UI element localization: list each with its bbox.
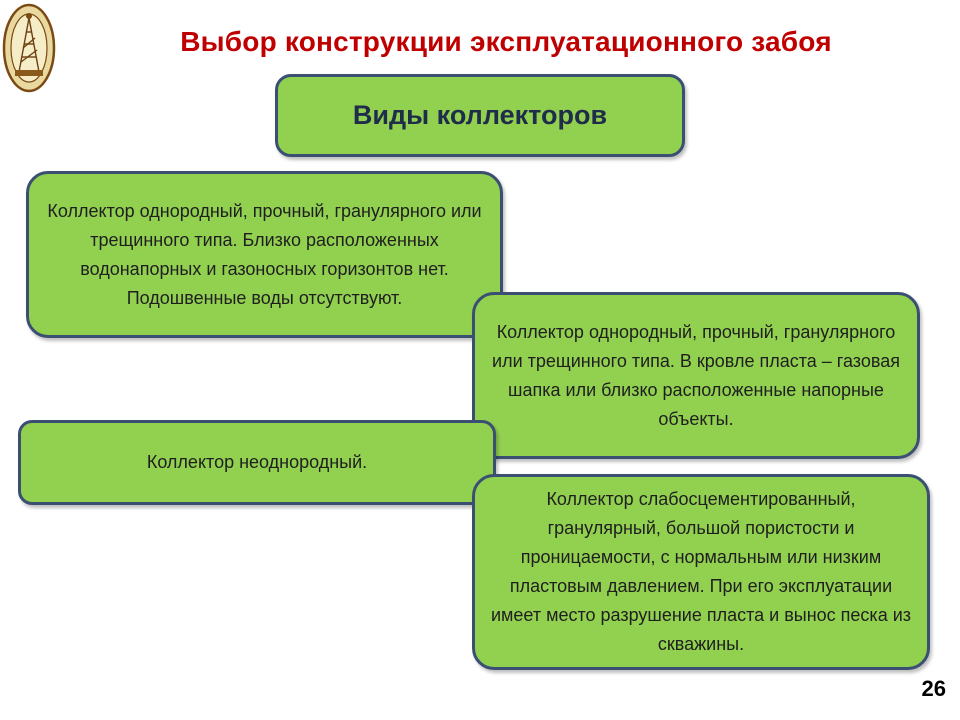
collector-box-weakly-cemented-text: Коллектор слабосцементированный, гранулярный, большой пористости и проницаемости, с нормальным или низким пластовым давлением. При его эксплуатации имеет место разрушение пласта и вынос песка из скважины. <box>490 489 912 654</box>
collector-types-header-label: Виды коллекторов <box>352 100 608 130</box>
derrick-seal-icon <box>2 2 56 94</box>
collector-box-homogeneous <box>26 171 503 338</box>
collector-box-heterogeneous <box>18 420 496 505</box>
page-number: 26 <box>921 676 946 701</box>
collector-box-gas-cap <box>472 292 920 459</box>
collector-box-homogeneous-text: Коллектор однородный, прочный, гранулярного или трещинного типа. Близко расположенных водонапорных и газоносных горизонтов нет. Подошвенные воды отсутствуют. <box>47 200 482 308</box>
collector-box-heterogeneous-text: Коллектор неоднородный. <box>146 452 368 472</box>
collector-box-weakly-cemented <box>472 474 930 670</box>
slide-title: Выбор конструкции эксплуатационного забоя <box>180 26 832 57</box>
collector-types-header <box>275 74 685 157</box>
collector-box-gas-cap-text: Коллектор однородный, прочный, гранулярного или трещинного типа. В кровле пласта – газовая шапка или близко расположенные напорные объекты. <box>492 321 900 429</box>
